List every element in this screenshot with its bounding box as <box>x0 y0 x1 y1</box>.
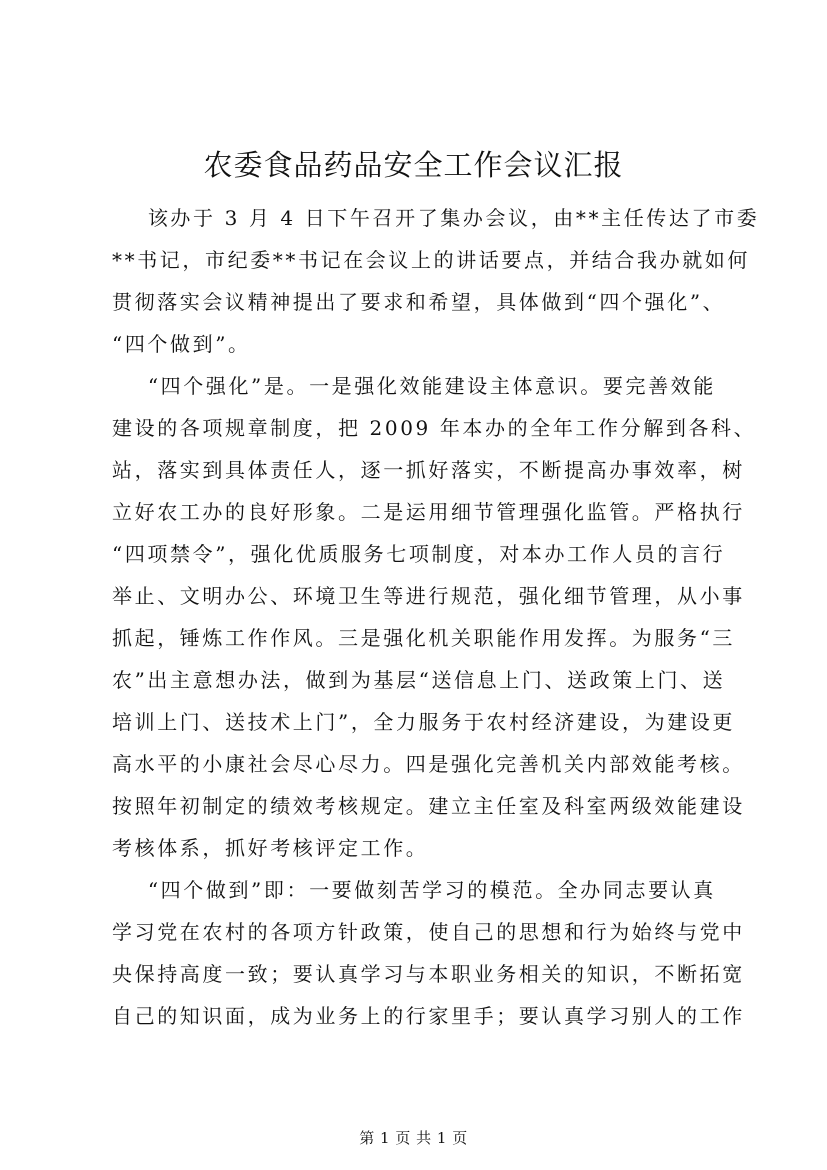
document-body <box>112 197 822 1037</box>
body-line: 贯彻落实会议精神提出了要求和希望，具体做到“四个强化”、 <box>112 290 726 314</box>
body-line: 自己的知识面，成为业务上的行家里手；要认真学习别人的工作 <box>112 1004 745 1028</box>
body-line: 立好农工办的良好形象。二是运用细节管理强化监管。严格执行 <box>112 500 745 524</box>
body-line: 考核体系，抓好考核评定工作。 <box>112 836 429 860</box>
body-line: “四个做到”。 <box>112 332 251 356</box>
body-line: 按照年初制定的绩效考核规定。建立主任室及科室两级效能建设 <box>112 794 745 818</box>
body-line: 该办于 3 月 4 日下午召开了集办会议，由**主任传达了市委 <box>112 206 760 230</box>
body-line: “四项禁令”，强化优质服务七项制度，对本办工作人员的言行 <box>112 542 726 566</box>
page-footer: 第 1 页 共 1 页 <box>359 1129 468 1147</box>
body-line: 央保持高度一致；要认真学习与本职业务相关的知识，不断拓宽 <box>112 962 745 986</box>
body-line: 农”出主意想办法，做到为基层“送信息上门、送政策上门、送 <box>112 668 726 692</box>
body-line: 站，落实到具体责任人，逐一抓好落实，不断提高办事效率，树 <box>112 458 745 482</box>
body-line: **书记，市纪委**书记在会议上的讲话要点，并结合我办就如何 <box>112 248 750 272</box>
body-line: 建设的各项规章制度，把 2009 年本办的全年工作分解到各科、 <box>112 416 757 440</box>
body-line: 举止、文明办公、环境卫生等进行规范，强化细节管理，从小事 <box>112 584 745 608</box>
body-line: 学习党在农村的各项方针政策，使自己的思想和行为始终与党中 <box>112 920 745 944</box>
body-line: “四个强化”是。一是强化效能建设主体意识。要完善效能 <box>112 374 716 398</box>
body-line: 抓起，锤炼工作作风。三是强化机关职能作用发挥。为服务“三 <box>112 626 736 650</box>
document-title: 农委食品药品安全工作会议汇报 <box>203 148 624 182</box>
body-line: 高水平的小康社会尽心尽力。四是强化完善机关内部效能考核。 <box>112 752 745 776</box>
body-line: “四个做到”即：一要做刻苦学习的模范。全办同志要认真 <box>112 878 716 902</box>
body-line: 培训上门、送技术上门”，全力服务于农村经济建设，为建设更 <box>112 710 736 734</box>
